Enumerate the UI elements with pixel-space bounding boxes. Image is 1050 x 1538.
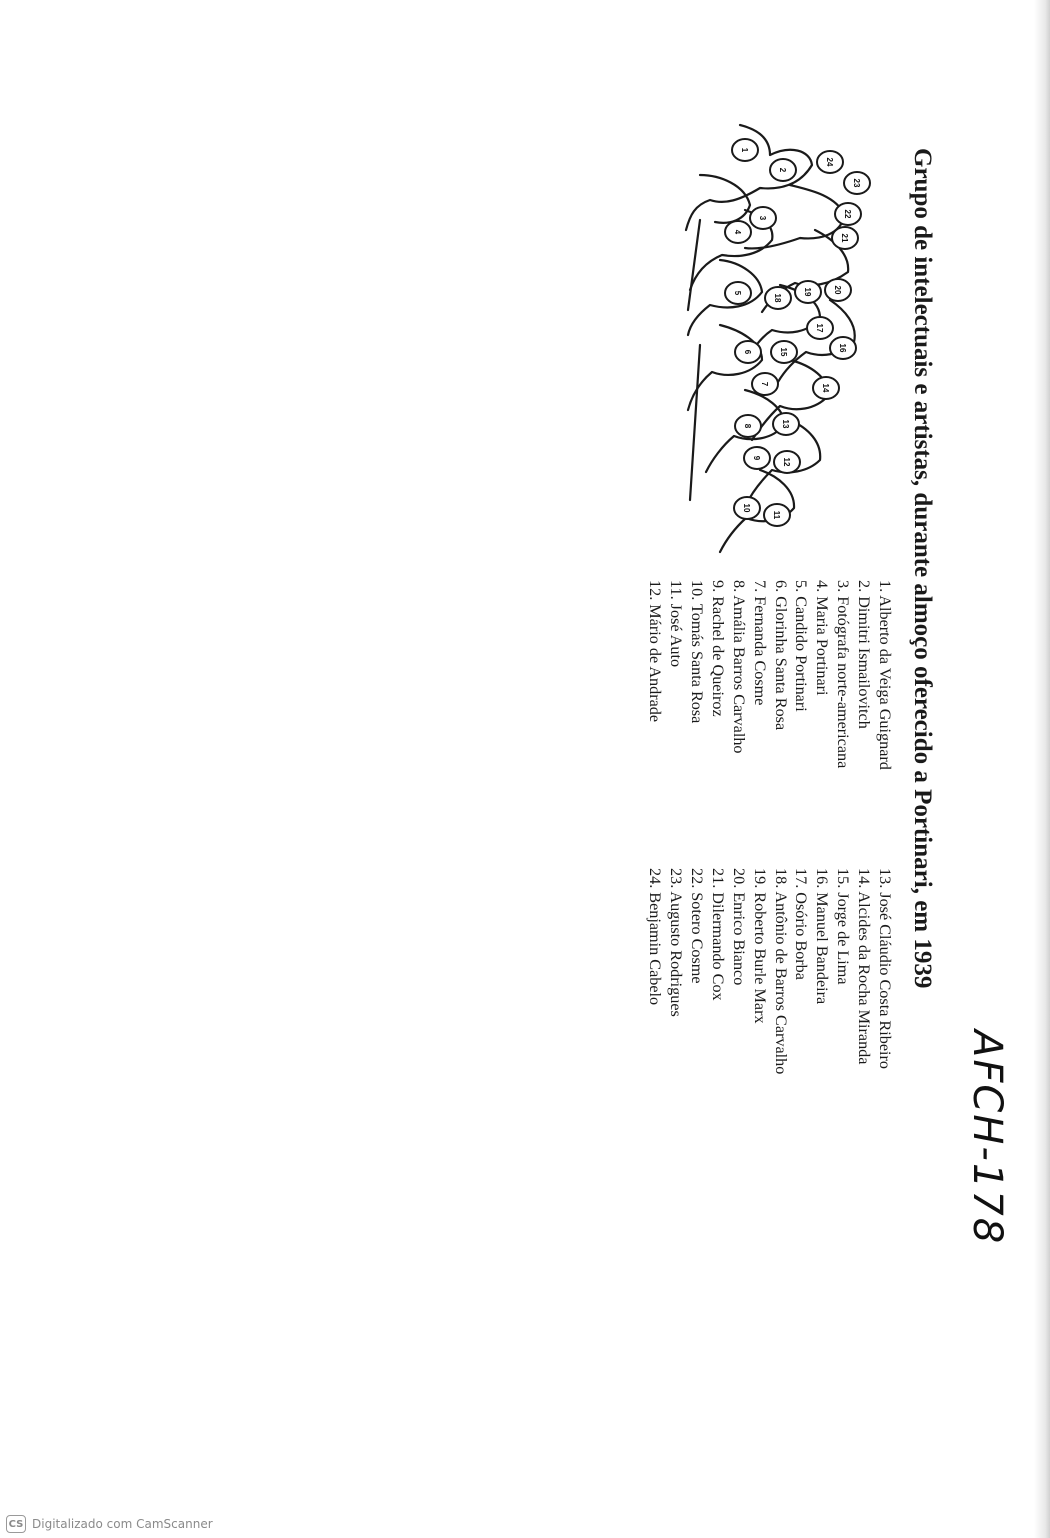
list-item: 14. Alcides da Rocha Miranda	[855, 868, 874, 1065]
figure-number-5: 5	[733, 290, 742, 296]
footer-text: Digitalizado com CamScanner	[32, 1517, 213, 1531]
list-item: 10. Tomás Santa Rosa	[687, 580, 706, 724]
figure-number-4: 4	[733, 229, 742, 235]
list-item: 24. Benjamin Cabelo	[646, 868, 665, 1006]
figure-number-11: 11	[772, 510, 781, 520]
figure-number-9: 9	[752, 455, 761, 461]
list-item: 7. Fernanda Cosme	[750, 580, 769, 706]
scanner-footer	[6, 1514, 213, 1534]
list-item: 21. Dilermando Cox	[708, 868, 727, 1001]
list-item: 2. Dimitri Ismailovitch	[855, 580, 874, 729]
figure-number-20: 20	[833, 285, 842, 295]
list-item: 22. Sotero Cosme	[687, 868, 706, 984]
figure-number-10: 10	[742, 503, 751, 513]
list-item: 8. Amália Barros Carvalho	[729, 580, 748, 754]
figure-number-18: 18	[773, 293, 782, 303]
figure-number-1: 1	[740, 147, 749, 153]
figure-number-22: 22	[843, 209, 852, 219]
figure-number-7: 7	[760, 381, 769, 387]
figure-number-23: 23	[852, 178, 861, 188]
figure-number-24: 24	[825, 157, 834, 167]
list-item: 15. Jorge de Lima	[834, 868, 853, 985]
figure-number-14: 14	[821, 383, 830, 393]
list-item: 12. Mário de Andrade	[646, 580, 665, 723]
figure-number-21: 21	[840, 233, 849, 243]
list-item: 11. José Auto	[667, 580, 686, 668]
figure-number-3: 3	[758, 215, 767, 221]
list-item: 3. Fotógrafa norte-americana	[834, 580, 853, 769]
list-item: 13. José Cláudio Costa Ribeiro	[876, 868, 894, 1069]
figure-number-16: 16	[838, 343, 847, 353]
document-title: Grupo de intelectuais e artistas, durante almoço oferecido a Portinari, em 1939	[909, 148, 936, 989]
list-item: 20. Enrico Bianco	[729, 868, 748, 986]
figure-number-2: 2	[778, 167, 787, 173]
list-item: 6. Glorinha Santa Rosa	[771, 580, 790, 731]
list-item: 23. Augusto Rodrigues	[667, 868, 686, 1017]
figure-number-19: 19	[803, 287, 812, 297]
list-item: 16. Manuel Bandeira	[813, 868, 832, 1005]
list-item: 1. Alberto da Veiga Guignard	[876, 580, 894, 770]
list-item: 5. Candido Portinari	[792, 580, 811, 712]
figure-number-17: 17	[815, 323, 824, 333]
cs-logo-icon: CS	[6, 1515, 26, 1533]
list-item: 17. Osório Borba	[792, 868, 811, 980]
handwritten-archive-code: AFCH-178	[964, 1030, 1010, 1246]
figure-number-15: 15	[779, 347, 788, 357]
figure-number-8: 8	[743, 423, 752, 429]
list-item: 4. Maria Portinari	[813, 580, 832, 696]
figure-number-12: 12	[782, 457, 791, 467]
figure-number-6: 6	[743, 349, 752, 355]
list-item: 18. Antônio de Barros Carvalho	[771, 868, 790, 1075]
list-item: 19. Roberto Burle Marx	[750, 868, 769, 1024]
list-item: 9. Rachel de Queiroz	[708, 580, 727, 717]
figure-number-13: 13	[781, 419, 790, 429]
